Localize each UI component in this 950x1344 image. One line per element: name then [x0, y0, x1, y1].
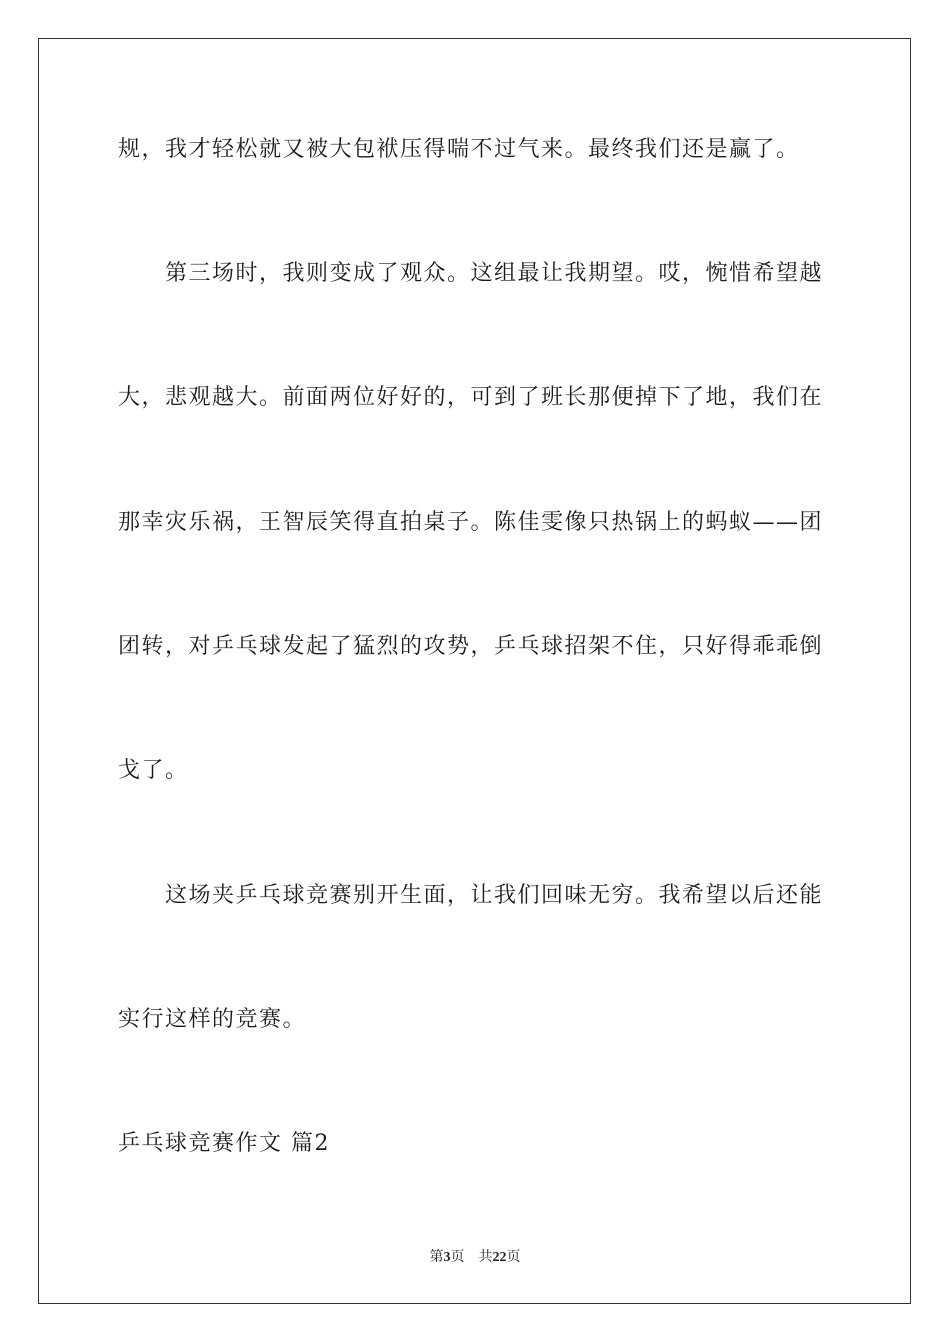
paragraph-line: 大，悲观越大。前面两位好好的，可到了班长那便掉下了地，我们在	[118, 385, 824, 410]
paragraph-line: 团转，对乒乓球发起了猛烈的攻势，乒乓球招架不住，只好得乖乖倒	[118, 634, 824, 659]
section-heading: 乒乓球竞赛作文 篇2	[118, 1131, 330, 1156]
page-footer	[0, 1247, 950, 1268]
paragraph-line: 戈了。	[118, 758, 189, 783]
paragraph-line: 第三场时，我则变成了观众。这组最让我期望。哎，惋惜希望越	[165, 261, 824, 286]
footer-suffix: 页	[506, 1249, 521, 1265]
footer-mid: 页 共	[450, 1249, 493, 1265]
paragraph-line: 这场夹乒乓球竞赛别开生面，让我们回味无穷。我希望以后还能	[165, 883, 824, 908]
paragraph-line: 实行这样的竞赛。	[118, 1007, 307, 1032]
current-page-number: 3	[443, 1250, 451, 1265]
paragraph-line: 那幸灾乐祸，王智辰笑得直拍桌子。陈佳雯像只热锅上的蚂蚁——团	[118, 510, 824, 535]
page-frame	[38, 38, 911, 1304]
paragraph-line: 规，我才轻松就又被大包袱压得喘不过气来。最终我们还是赢了。	[118, 137, 800, 162]
footer-prefix: 第	[429, 1249, 444, 1265]
total-page-number: 22	[492, 1250, 507, 1265]
